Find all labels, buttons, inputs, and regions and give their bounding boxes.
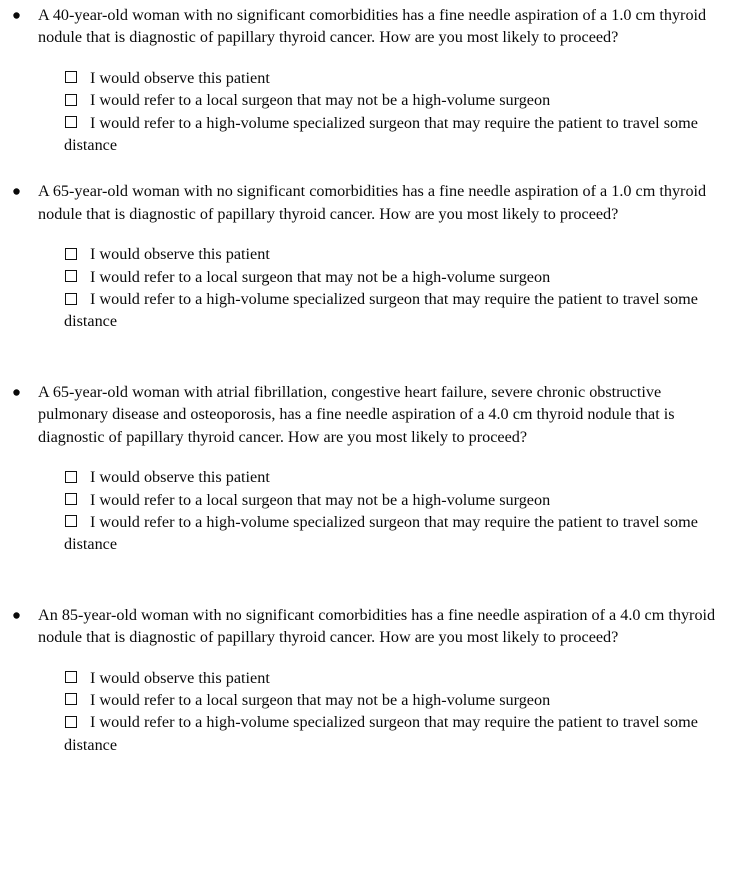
question-block-2 [0, 180, 744, 332]
option-row[interactable] [64, 689, 734, 711]
option-label: I would refer to a high-volume specialized surgeon that may require the patient to travel some distance [64, 113, 698, 155]
bullet-icon [13, 180, 25, 195]
option-row[interactable] [64, 112, 734, 157]
question-block-3 [0, 381, 744, 556]
option-list-1 [0, 67, 744, 157]
option-label: I would observe this patient [90, 468, 270, 487]
checkbox-icon[interactable] [65, 471, 77, 483]
option-row[interactable] [64, 667, 734, 689]
checkbox-icon[interactable] [65, 116, 77, 128]
checkbox-icon[interactable] [65, 693, 77, 705]
option-row[interactable] [64, 511, 734, 556]
question-stem-text-4: An 85-year-old woman with no significant comorbidities has a fine needle aspiration of a 4.0 cm thyroid nodule that is diagnostic of papillary thyroid cancer. How are you most likely to proceed? [38, 605, 716, 647]
question-stem-text-3: A 65-year-old woman with atrial fibrillation, congestive heart failure, severe chronic obstructive pulmonary disease and osteoporosis, has a fine needle aspiration of a 4.0 cm thyroid nodule that is diagnostic of papillary thyroid cancer. How are you most likely to proceed? [38, 382, 675, 446]
option-list-2 [0, 243, 744, 333]
option-label: I would observe this patient [90, 245, 270, 264]
option-label: I would observe this patient [90, 668, 270, 687]
question-stem-text-2: A 65-year-old woman with no significant comorbidities has a fine needle aspiration of a 1.0 cm thyroid nodule that is diagnostic of papillary thyroid cancer. How are you most likely to proceed? [38, 182, 707, 223]
option-list-4 [0, 667, 744, 757]
option-row[interactable] [64, 288, 734, 333]
bullet-icon [13, 4, 25, 19]
option-label: I would refer to a local surgeon that may not be a high-volume surgeon [90, 91, 551, 110]
question-block-1 [0, 4, 744, 156]
checkbox-icon[interactable] [65, 671, 77, 683]
checkbox-icon[interactable] [65, 71, 77, 83]
checkbox-icon[interactable] [65, 94, 77, 106]
option-label: I would refer to a high-volume specialized surgeon that may require the patient to travel some distance [64, 512, 698, 554]
option-label: I would refer to a local surgeon that may not be a high-volume surgeon [90, 267, 551, 286]
option-label: I would refer to a high-volume specialized surgeon that may require the patient to travel some distance [64, 713, 698, 754]
checkbox-icon[interactable] [65, 248, 77, 260]
question-block-4 [0, 604, 744, 756]
question-stem-1 [0, 4, 744, 49]
question-stem-3 [0, 381, 744, 448]
option-row[interactable] [64, 89, 734, 111]
question-stem-4 [0, 604, 744, 649]
question-stem-text-1: A 40-year-old woman with no significant comorbidities has a fine needle aspiration of a 1.0 cm thyroid nodule that is diagnostic of papillary thyroid cancer. How are you most likely to proceed? [38, 6, 707, 47]
option-row[interactable] [64, 67, 734, 89]
option-row[interactable] [64, 466, 734, 488]
option-label: I would observe this patient [90, 68, 270, 87]
option-row[interactable] [64, 243, 734, 265]
checkbox-icon[interactable] [65, 515, 77, 527]
option-label: I would refer to a local surgeon that may not be a high-volume surgeon [90, 490, 551, 509]
bullet-icon [13, 604, 25, 619]
checkbox-icon[interactable] [65, 716, 77, 728]
option-row[interactable] [64, 266, 734, 288]
checkbox-icon[interactable] [65, 493, 77, 505]
checkbox-icon[interactable] [65, 293, 77, 305]
option-label: I would refer to a local surgeon that may not be a high-volume surgeon [90, 690, 551, 709]
option-row[interactable] [64, 489, 734, 511]
option-list-3 [0, 466, 744, 556]
question-stem-2 [0, 180, 744, 225]
bullet-icon [13, 381, 25, 396]
checkbox-icon[interactable] [65, 270, 77, 282]
option-row[interactable] [64, 711, 734, 756]
option-label: I would refer to a high-volume specialized surgeon that may require the patient to travel some distance [64, 290, 698, 331]
